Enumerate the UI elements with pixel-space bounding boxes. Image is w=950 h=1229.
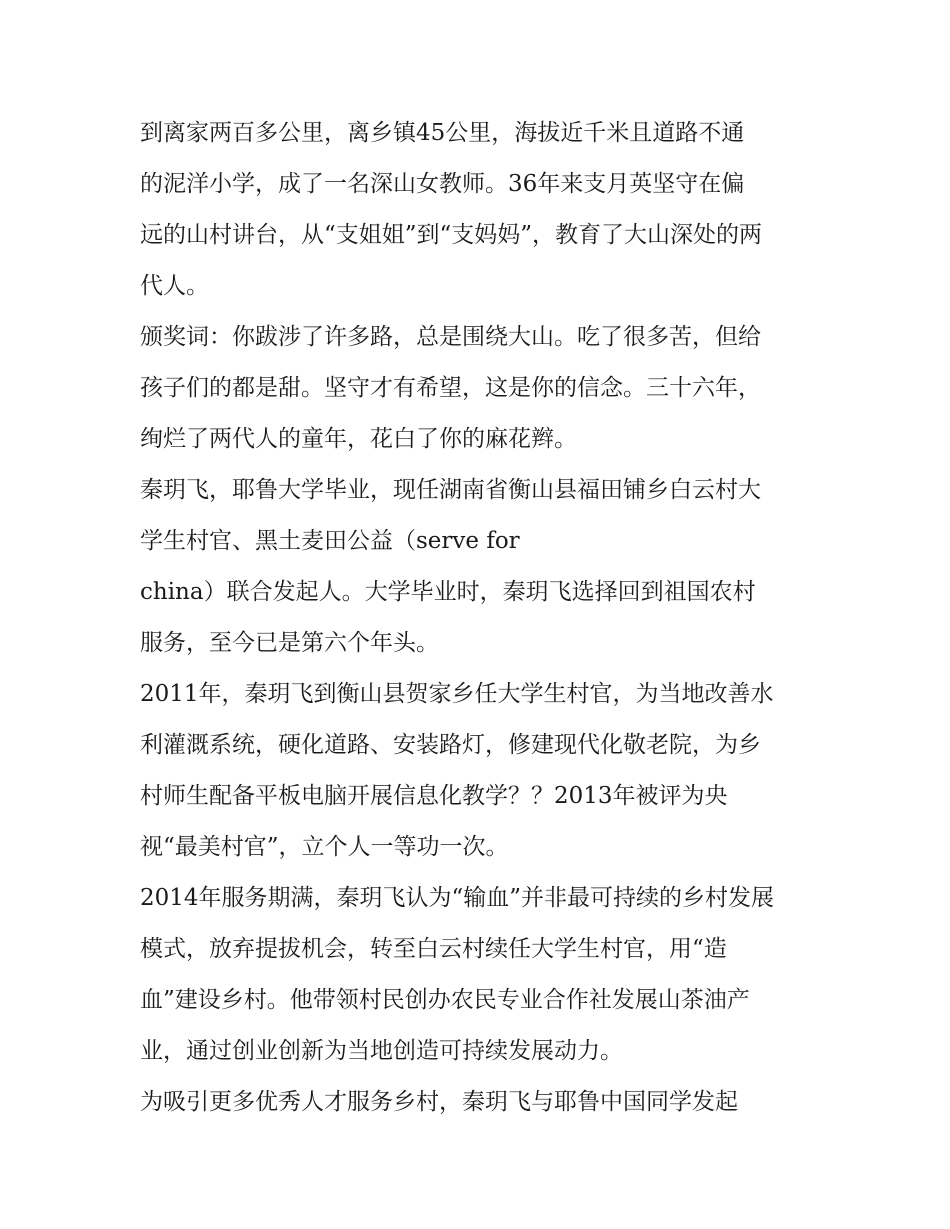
text-line: 2014年服务期满，秦玥飞认为“输血”并非最可持续的乡村发展 (140, 885, 775, 911)
text-line: 血”建设乡村。他带领村民创办农民专业合作社发展山茶油产 (140, 987, 750, 1013)
text-line: 远的山村讲台，从“支姐姐”到“支妈妈”，教育了大山深处的两 (140, 222, 763, 248)
text-line: 2011年，秦玥飞到衡山县贺家乡任大学生村官，为当地改善水 (140, 681, 774, 707)
text-line: 业，通过创业创新为当地创造可持续发展动力。 (140, 1038, 623, 1064)
text-line: 利灌溉系统，硬化道路、安装路灯，修建现代化敬老院，为乡 (140, 732, 761, 758)
text-line: 模式，放弃提拔机会，转至白云村续任大学生村官，用“造 (140, 936, 727, 962)
text-line: 服务，至今已是第六个年头。 (140, 630, 439, 656)
text-line: 代人。 (140, 273, 209, 299)
text-line: 的泥洋小学，成了一名深山女教师。36年来支月英坚守在偏 (140, 171, 745, 197)
text-line: 绚烂了两代人的童年，花白了你的麻花辫。 (140, 426, 577, 452)
text-line: china）联合发起人。大学毕业时，秦玥飞选择回到祖国农村 (140, 579, 756, 605)
document-body (140, 108, 820, 1128)
text-line: 学生村官、黑土麦田公益（serve for (140, 528, 520, 554)
text-line: 颁奖词：你跋涉了许多路，总是围绕大山。吃了很多苦，但给 (140, 324, 761, 350)
text-line: 秦玥飞，耶鲁大学毕业，现任湖南省衡山县福田铺乡白云村大 (140, 477, 761, 503)
text-line: 村师生配备平板电脑开展信息化教学？？2013年被评为央 (140, 783, 728, 809)
text-line: 到离家两百多公里，离乡镇45公里，海拔近千米且道路不通 (140, 120, 745, 146)
text-line: 视“最美村官”，立个人一等功一次。 (140, 834, 509, 860)
text-line: 为吸引更多优秀人才服务乡村，秦玥飞与耶鲁中国同学发起 (140, 1089, 738, 1115)
text-line: 孩子们的都是甜。坚守才有希望，这是你的信念。三十六年， (140, 375, 761, 401)
